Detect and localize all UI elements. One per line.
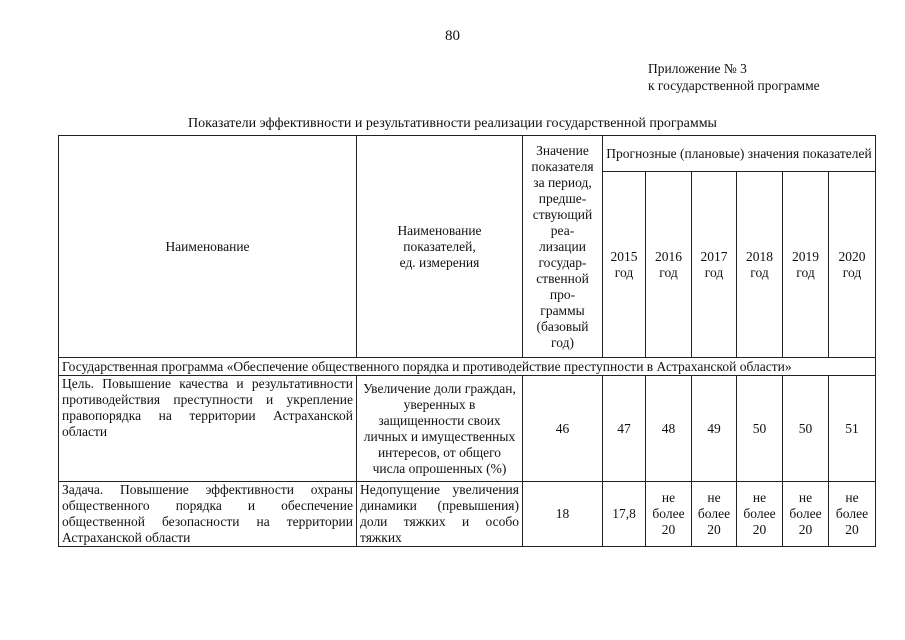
header-year-2018: 2018 год	[737, 172, 783, 358]
header-year-2019: 2019 год	[783, 172, 829, 358]
task-base-value: 18	[523, 482, 603, 547]
header-year-2020: 2020 год	[829, 172, 876, 358]
header-year-2017: 2017 год	[692, 172, 737, 358]
goal-name: Цель. Повышение качества и результативности противодействия преступности и укрепление правопорядка на территории Астраханской области	[59, 376, 357, 482]
task-name: Задача. Повышение эффективности охраны общественного порядка и обеспечение общественной безопасности на территории Астраханской области	[59, 482, 357, 547]
document-title: Показатели эффективности и результативности реализации государственной программы	[188, 116, 717, 131]
appendix-line-2: к государственной программе	[648, 78, 820, 93]
header-year-2015: 2015 год	[603, 172, 646, 358]
goal-base-value: 46	[523, 376, 603, 482]
table-row	[59, 376, 876, 482]
goal-value-2016: 48	[646, 376, 692, 482]
page-number: 80	[445, 28, 460, 44]
indicators-table	[58, 135, 876, 547]
header-year-2016: 2016 год	[646, 172, 692, 358]
task-value-2015: 17,8	[603, 482, 646, 547]
goal-indicator: Увеличение доли граждан, уверенных в защищенности своих личных и имущественных интересов, от общего числа опрошенных (%)	[357, 376, 523, 482]
program-row: Государственная программа «Обеспечение общественного порядка и противодействие преступности в Астраханской области»	[59, 358, 876, 376]
appendix-line-1: Приложение № 3	[648, 61, 747, 76]
header-indicator: Наименование показателей, ед. измерения	[357, 136, 523, 358]
task-value-2016: не более 20	[646, 482, 692, 547]
task-value-2017: не более 20	[692, 482, 737, 547]
header-name: Наименование	[59, 136, 357, 358]
goal-value-2019: 50	[783, 376, 829, 482]
task-value-2019: не более 20	[783, 482, 829, 547]
goal-value-2020: 51	[829, 376, 876, 482]
header-forecast: Прогнозные (плановые) значения показателей	[603, 136, 876, 172]
table-row	[59, 482, 876, 547]
task-value-2020: не более 20	[829, 482, 876, 547]
goal-value-2017: 49	[692, 376, 737, 482]
task-indicator: Недопущение увеличения динамики (превышения) доли тяжких и особо тяжких	[357, 482, 523, 547]
task-value-2018: не более 20	[737, 482, 783, 547]
goal-value-2015: 47	[603, 376, 646, 482]
appendix-label	[648, 60, 820, 94]
goal-value-2018: 50	[737, 376, 783, 482]
header-base-value: Значение показателя за период, предше- ствующий реа- лизации государ- ственной про- граммы (базовый год)	[523, 136, 603, 358]
